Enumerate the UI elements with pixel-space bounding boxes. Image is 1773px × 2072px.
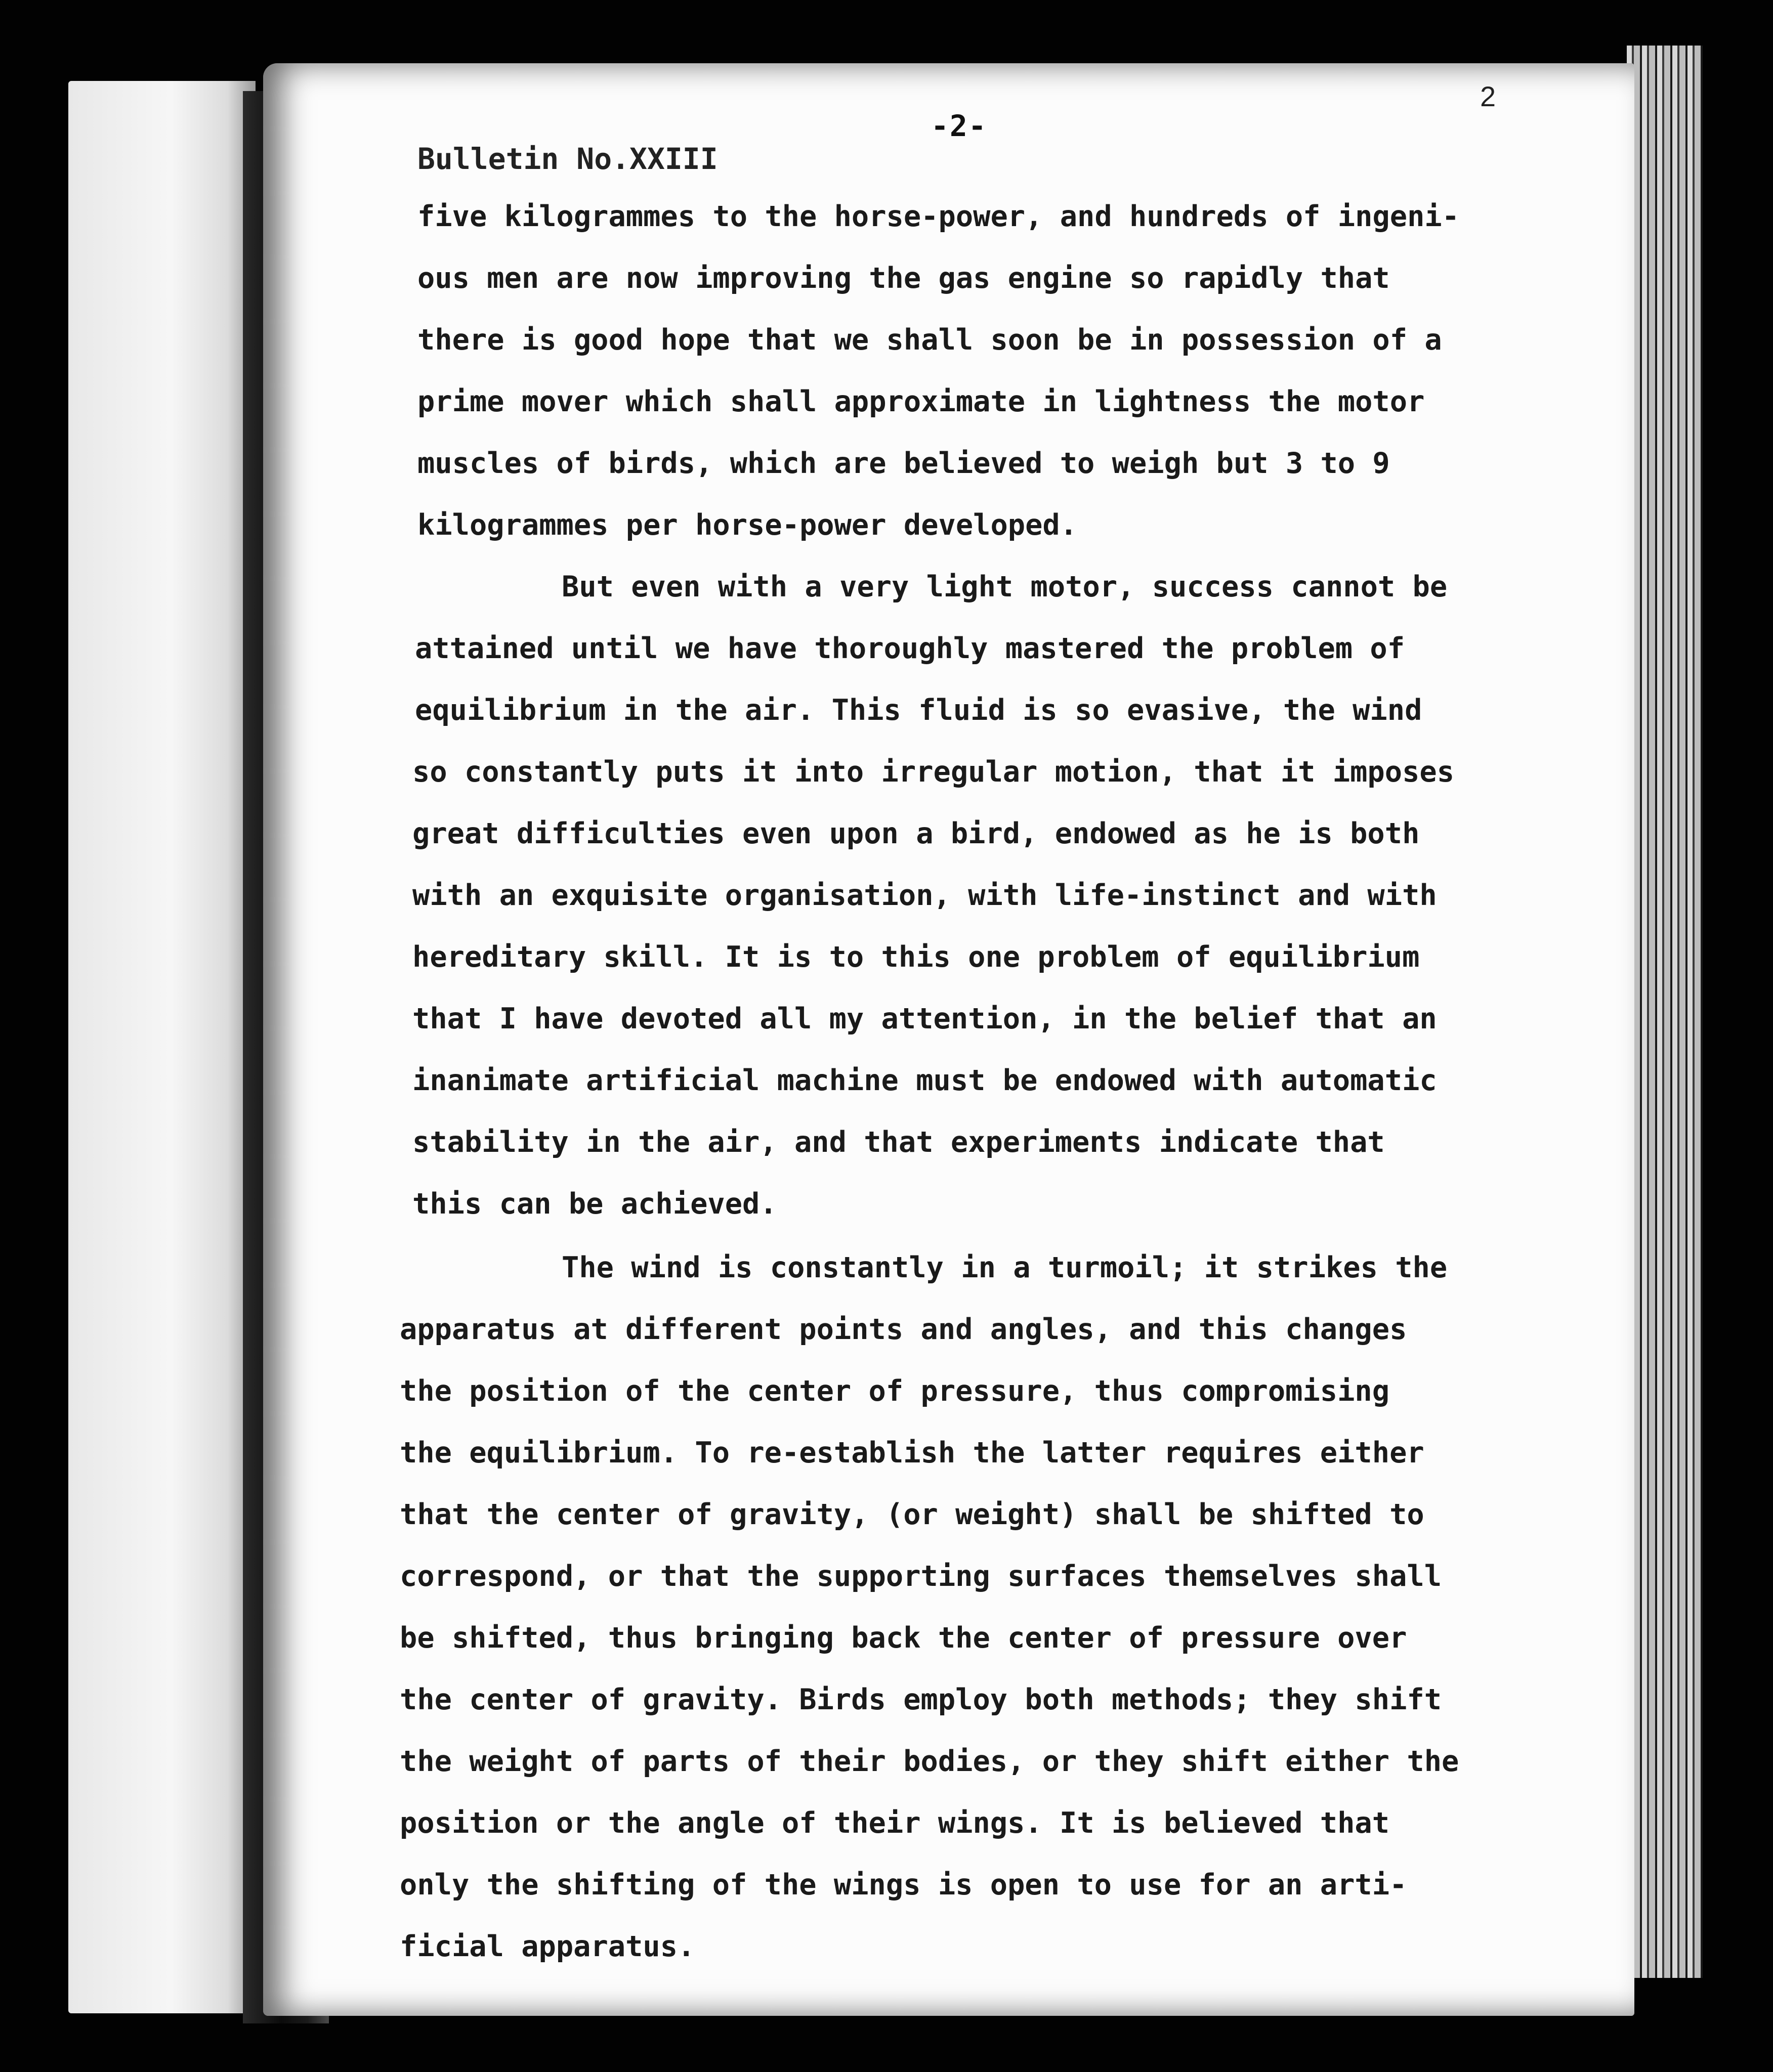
text-line: kilogrammes per horse-power developed. [417, 508, 1078, 542]
text-line: so constantly puts it into irregular motion, that it imposes [412, 755, 1455, 789]
text-line: that I have devoted all my attention, in the belief that an [412, 1002, 1437, 1035]
text-line: that the center of gravity, (or weight) shall be shifted to [400, 1498, 1424, 1531]
text-line: apparatus at different points and angles, and this changes [400, 1313, 1407, 1346]
bulletin-header: Bulletin No.XXIII [417, 142, 718, 176]
text-line: only the shifting of the wings is open to use for an arti- [400, 1868, 1407, 1902]
text-line: prime mover which shall approximate in lightness the motor [417, 385, 1425, 418]
text-line: the equilibrium. To re-establish the latter requires either [400, 1436, 1424, 1470]
text-line: But even with a very light motor, success cannot be [562, 570, 1448, 603]
text-line: correspond, or that the supporting surfaces themselves shall [400, 1560, 1442, 1593]
text-line: ficial apparatus. [400, 1930, 695, 1963]
text-line: five kilogrammes to the horse-power, and hundreds of ingeni- [417, 200, 1460, 233]
folio: -2- [931, 109, 987, 143]
text-line: be shifted, thus bringing back the center of pressure over [400, 1621, 1407, 1655]
text-line: The wind is constantly in a turmoil; it strikes the [562, 1251, 1448, 1284]
text-line: hereditary skill. It is to this one problem of equilibrium [412, 940, 1420, 974]
text-line: muscles of birds, which are believed to weigh but 3 to 9 [417, 447, 1390, 480]
text-line: the position of the center of pressure, thus compromising [400, 1374, 1390, 1408]
text-line: attained until we have thoroughly mastered the problem of [415, 632, 1405, 665]
page-edges [1627, 46, 1703, 1978]
text-line: this can be achieved. [412, 1187, 777, 1221]
page-number: 2 [1480, 80, 1496, 112]
text-line: ous men are now improving the gas engine so rapidly that [417, 262, 1390, 295]
text-line: inanimate artificial machine must be endowed with automatic [412, 1064, 1437, 1097]
text-line: great difficulties even upon a bird, endowed as he is both [412, 817, 1420, 850]
text-line: the center of gravity. Birds employ both methods; they shift [400, 1683, 1442, 1716]
left-page-edge [68, 81, 256, 2013]
text-line: the weight of parts of their bodies, or they shift either the [400, 1745, 1459, 1778]
text-line: stability in the air, and that experiments indicate that [412, 1126, 1385, 1159]
text-line: equilibrium in the air. This fluid is so evasive, the wind [415, 694, 1422, 727]
text-line: with an exquisite organisation, with life-instinct and with [412, 879, 1437, 912]
text-line: there is good hope that we shall soon be in possession of a [417, 323, 1442, 357]
text-line: position or the angle of their wings. It is believed that [400, 1806, 1390, 1840]
